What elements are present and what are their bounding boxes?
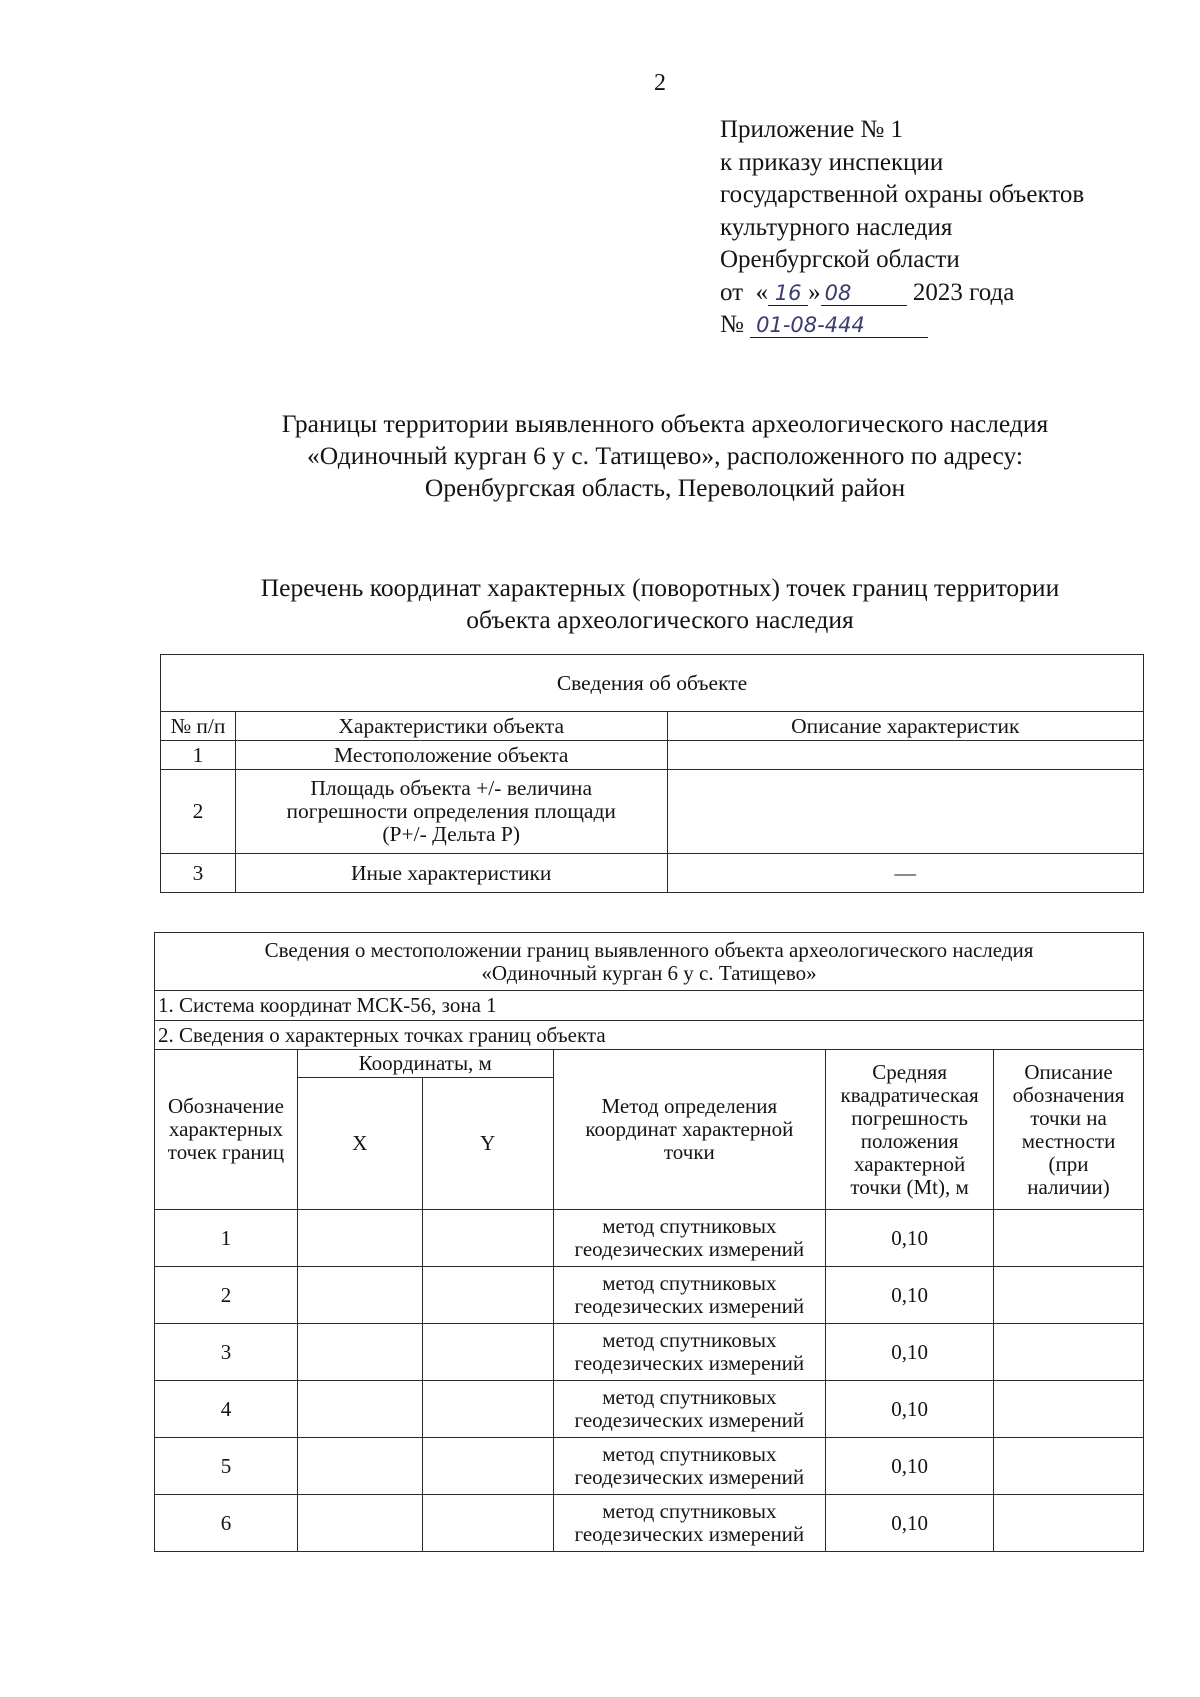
point-method <box>553 1495 826 1552</box>
point-y <box>422 1495 553 1552</box>
point-method <box>553 1324 826 1381</box>
point-x <box>297 1210 422 1267</box>
header-designation <box>155 1050 298 1210</box>
date-day: 16 <box>774 280 802 305</box>
header-line: Обозначение <box>167 1094 284 1118</box>
header-line: характерных <box>168 1117 284 1141</box>
point-error: 0,10 <box>826 1324 994 1381</box>
table-row <box>161 854 1144 893</box>
page-number: 2 <box>654 70 666 96</box>
table-row <box>155 1324 1144 1381</box>
point-method-line: метод спутниковых <box>602 1214 777 1238</box>
row-description <box>667 770 1144 854</box>
table-row <box>155 1438 1144 1495</box>
point-method-line: геодезических измерений <box>574 1237 805 1261</box>
row-characteristic: Иные характеристики <box>235 854 667 893</box>
point-y <box>422 1210 553 1267</box>
point-x <box>297 1381 422 1438</box>
header-characteristic: Характеристики объекта <box>235 712 667 741</box>
point-method <box>553 1381 826 1438</box>
point-y <box>422 1438 553 1495</box>
date-year: 2023 года <box>912 278 1015 306</box>
title-line-3: Оренбургская область, Переволоцкий район <box>424 473 906 502</box>
header-description: Описание характеристик <box>667 712 1144 741</box>
document-subtitle <box>160 572 1160 636</box>
title-line-1: Границы территории выявленного объекта археологического наследия <box>281 409 1049 438</box>
row-num: 1 <box>161 741 236 770</box>
point-method <box>553 1210 826 1267</box>
row-description: — <box>667 854 1144 893</box>
point-x <box>297 1267 422 1324</box>
header-line: обозначения <box>1012 1082 1125 1107</box>
header-line: точки на <box>1030 1105 1107 1130</box>
coordinate-system: 1. Система координат МСК-56, зона 1 <box>155 991 1144 1021</box>
row-characteristic-line: (P+/- Дельта P) <box>382 822 521 846</box>
appendix-line-3: государственной охраны объектов <box>720 181 1085 208</box>
header-line: характерной <box>853 1151 966 1176</box>
header-coordinates: Координаты, м <box>297 1050 553 1078</box>
header-point-description <box>994 1050 1144 1210</box>
appendix-date-line: от « 16 » 08 2023 года <box>720 278 1015 306</box>
points-section-heading: 2. Сведения о характерных точках границ объекта <box>155 1021 1144 1050</box>
point-method-line: геодезических измерений <box>574 1408 805 1432</box>
header-line: наличии) <box>1027 1174 1110 1199</box>
point-id: 3 <box>155 1324 298 1381</box>
point-description <box>994 1324 1144 1381</box>
row-characteristic-line: погрешности определения площади <box>286 799 616 823</box>
header-line: положения <box>860 1128 959 1153</box>
header-line: координат характерной <box>585 1117 794 1141</box>
row-description <box>667 741 1144 770</box>
object-table-caption: Сведения об объекте <box>161 655 1144 712</box>
header-line: местности <box>1021 1128 1116 1153</box>
date-month-field <box>821 281 907 306</box>
header-num: № п/п <box>161 712 236 741</box>
point-id: 5 <box>155 1438 298 1495</box>
date-month: 08 <box>824 280 852 305</box>
row-num: 3 <box>161 854 236 893</box>
point-method-line: геодезических измерений <box>574 1522 805 1546</box>
date-prefix: от <box>720 278 744 306</box>
order-number-field <box>750 313 928 338</box>
subtitle-line-2: объекта археологического наследия <box>466 605 854 634</box>
point-description <box>994 1495 1144 1552</box>
header-line: Описание <box>1024 1059 1113 1084</box>
row-characteristic-line: Площадь объекта +/- величина <box>310 776 592 800</box>
point-x <box>297 1324 422 1381</box>
appendix-line-4: культурного наследия <box>720 213 953 241</box>
header-line: точки <box>663 1140 715 1164</box>
point-method-line: метод спутниковых <box>602 1499 777 1523</box>
order-number: 01-08-444 <box>756 313 865 337</box>
point-x <box>297 1438 422 1495</box>
header-method <box>553 1050 826 1210</box>
table-row <box>155 1495 1144 1552</box>
header-line: Средняя <box>872 1059 947 1084</box>
point-description <box>994 1210 1144 1267</box>
point-error: 0,10 <box>826 1438 994 1495</box>
table-row <box>155 1381 1144 1438</box>
header-line: точек границ <box>167 1140 285 1164</box>
date-day-field <box>768 281 808 306</box>
point-id: 4 <box>155 1381 298 1438</box>
table-row <box>161 741 1144 770</box>
point-y <box>422 1324 553 1381</box>
row-num: 2 <box>161 770 236 854</box>
point-method-line: геодезических измерений <box>574 1465 805 1489</box>
point-method-line: метод спутниковых <box>602 1328 777 1352</box>
point-method-line: метод спутниковых <box>602 1271 777 1295</box>
point-id: 6 <box>155 1495 298 1552</box>
appendix-number-line <box>720 309 1084 342</box>
title-line-2: «Одиночный курган 6 у с. Татищево», расположенного по адресу: <box>306 441 1024 470</box>
point-description <box>994 1267 1144 1324</box>
caption-line-1: Сведения о местоположении границ выявленного объекта археологического наследия <box>264 937 1034 962</box>
object-info-table <box>160 654 1144 893</box>
appendix-block <box>720 114 1084 342</box>
header-line: Метод определения <box>601 1094 778 1118</box>
points-rows <box>155 1210 1144 1552</box>
point-id: 1 <box>155 1210 298 1267</box>
header-x: X <box>297 1078 422 1210</box>
point-error: 0,10 <box>826 1495 994 1552</box>
number-prefix: № <box>720 311 744 338</box>
point-method-line: геодезических измерений <box>574 1294 805 1318</box>
point-id: 2 <box>155 1267 298 1324</box>
header-error <box>826 1050 994 1210</box>
document-title <box>165 408 1165 504</box>
appendix-line-1: Приложение № 1 <box>720 116 904 143</box>
point-y <box>422 1267 553 1324</box>
header-line: (при <box>1048 1151 1089 1176</box>
header-line: точки (Mt), м <box>850 1174 969 1199</box>
point-error: 0,10 <box>826 1210 994 1267</box>
header-line: квадратическая <box>840 1082 979 1107</box>
point-method-line: метод спутниковых <box>602 1442 777 1466</box>
row-characteristic <box>235 770 667 854</box>
point-error: 0,10 <box>826 1381 994 1438</box>
subtitle-line-1: Перечень координат характерных (поворотных) точек границ территории <box>260 573 1060 602</box>
header-line: погрешность <box>851 1105 968 1130</box>
caption-line-2: «Одиночный курган 6 у с. Татищево» <box>481 960 817 985</box>
point-y <box>422 1381 553 1438</box>
points-table-caption <box>155 933 1144 991</box>
point-method <box>553 1438 826 1495</box>
point-method <box>553 1267 826 1324</box>
appendix-line-5: Оренбургской области <box>720 246 960 273</box>
row-characteristic: Местоположение объекта <box>235 741 667 770</box>
point-method-line: геодезических измерений <box>574 1351 805 1375</box>
point-x <box>297 1495 422 1552</box>
boundary-points-table <box>154 932 1144 1552</box>
header-y: Y <box>422 1078 553 1210</box>
point-method-line: метод спутниковых <box>602 1385 777 1409</box>
table-row <box>155 1210 1144 1267</box>
table-row <box>155 1267 1144 1324</box>
table-row <box>161 770 1144 854</box>
point-error: 0,10 <box>826 1267 994 1324</box>
point-description <box>994 1381 1144 1438</box>
appendix-line-2: к приказу инспекции <box>720 148 944 176</box>
point-description <box>994 1438 1144 1495</box>
